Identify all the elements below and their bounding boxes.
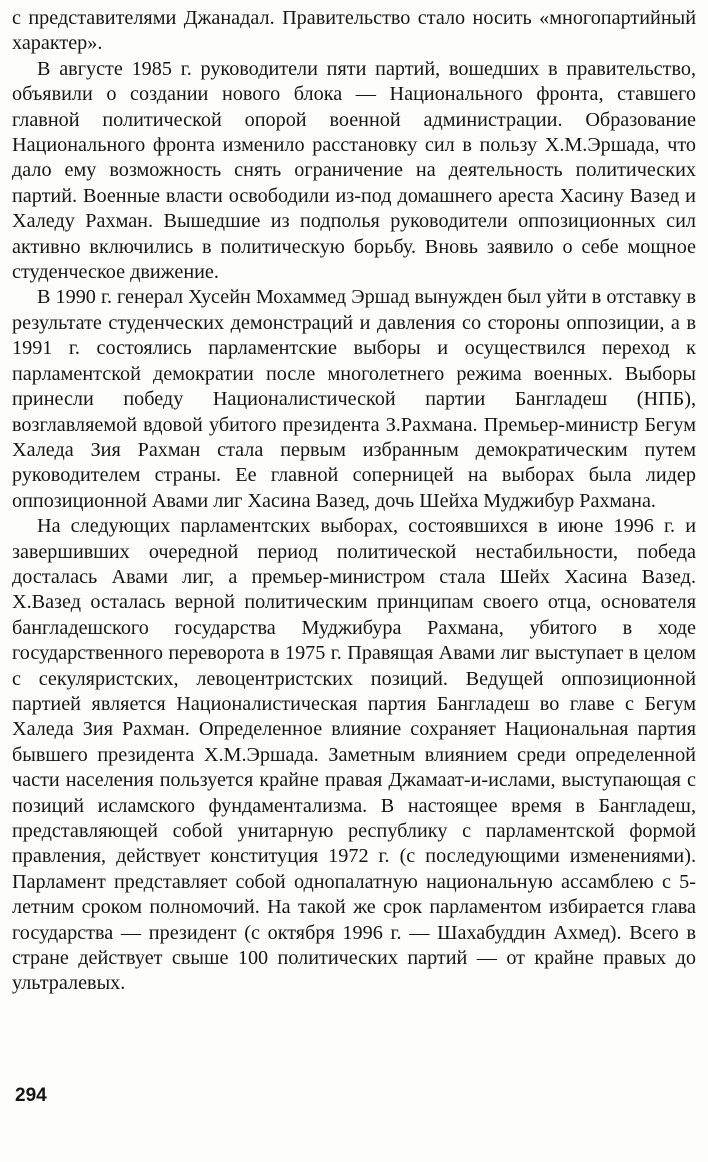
paragraph-national-front: В августе 1985 г. руководители пяти партий, вошедших в правительство, объявили о создании нового блока — Национального фронта, ставшего главной политической опорой военной администрации. Образование Национального фронта изменило расстановку сил в пользу Х.М.Эршада, что дало ему возможность снять ограничение на деятельность политических партий. Военные власти освободили из-под домашнего ареста Хасину Вазед и Халеду Рахман. Вышедшие из подполья руководители оппозиционных сил активно включились в политическую борьбу. Вновь заявило о себе мощное студенческое движение. [12,57,696,284]
paragraph-continuation: с представителями Джанадал. Правительство стало носить «многопартийный характер». [12,7,696,55]
body-text [12,6,696,997]
paragraph-1996-elections: На следующих парламентских выборах, состоявшихся в июне 1996 г. и завершивших очередной период политической нестабильности, победа досталась Авами лиг, а премьер-министром стала Шейх Хасина Вазед. Х.Вазед осталась верной политическим принципам своего отца, основателя бангладешского государства Муджибура Рахмана, убитого в ходе государственного переворота в 1975 г. Правящая Авами лиг выступает в целом с секуляристских, левоцентристских позиций. Ведущей оппозиционной партией является Националистическая партия Бангладеш во главе с Бегум Халеда Зия Рахман. Определенное влияние сохраняет Национальная партия бывшего президента Х.М.Эршада. Заметным влиянием среди определенной части населения пользуется крайне правая Джамаат-и-ислами, выступающая с позиций исламского фундаментализма. В настоящее время в Бангладеш, представляющей собой унитарную республику с парламентской формой правления, действует конституция 1972 г. (с последующими изменениями). Парламент представляет собой однопалатную национальную ассамблею с 5-летним сроком полномочий. На такой же срок парламентом избирается глава государства — президент (с октября 1996 г. — Шахабуддин Ахмед). Всего в стране действует свыше 100 политических партий — от крайне правых до ультралевых. [12,515,696,995]
page-number: 294 [15,1085,47,1106]
paragraph-1990-resignation: В 1990 г. генерал Хусейн Мохаммед Эршад вынужден был уйти в отставку в результате студенческих демонстраций и давления со стороны оппозиции, а в 1991 г. состоялись парламентские выборы и осуществился переход к парламентской демократии после многолетнего режима военных. Выборы принесли победу Националистической партии Бангладеш (НПБ), возглавляемой вдовой убитого президента З.Рахмана. Премьер-министр Бегум Халеда Зия Рахман стала первым избранным демократическим путем руководителем страны. Ее главной соперницей на выборах была лидер оппозиционной Авами лиг Хасина Вазед, дочь Шейха Муджибур Рахмана. [12,286,696,512]
